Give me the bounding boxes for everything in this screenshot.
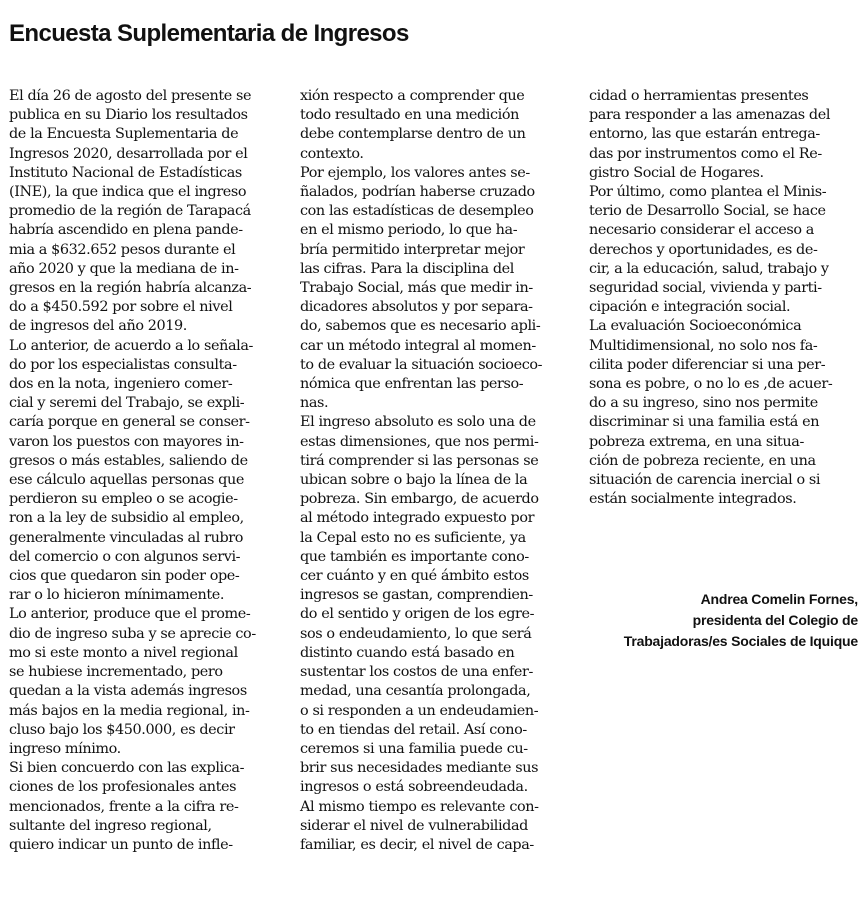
text-line: El día 26 de agosto del presente se <box>9 88 252 104</box>
text-line: debe contemplarse dentro de un <box>300 126 526 143</box>
text-line: la Cepal esto no es suficiente, ya <box>300 529 526 546</box>
text-line: quiero indicar un punto de infle- <box>9 836 233 853</box>
text-line: varon los puestos con mayores in- <box>9 433 244 450</box>
text-line: do, sabemos que es necesario apli- <box>300 318 541 335</box>
text-line: seguridad social, vivienda y parti- <box>589 280 822 297</box>
text-line: más bajos en la media regional, in- <box>9 702 250 719</box>
text-line: perdieron su empleo o se acogie- <box>9 491 238 508</box>
text-line: del comercio o con algunos servi- <box>9 548 241 565</box>
text-line: mencionados, frente a la cifra re- <box>9 798 239 815</box>
text-line: ese cálculo aquellas personas que <box>9 472 244 489</box>
text-line: en el mismo periodo, lo que ha- <box>300 222 518 239</box>
text-line: cluso bajo los $450.000, es decir <box>9 721 235 738</box>
text-line: do por los especialistas consulta- <box>9 356 237 373</box>
text-line: Lo anterior, de acuerdo a lo señala- <box>9 337 253 354</box>
text-line: to de evaluar la situación socioeco- <box>300 356 543 373</box>
text-line: publica en su Diario los resultados <box>9 107 248 124</box>
text-line: todo resultado en una medición <box>300 107 519 124</box>
text-line: ciones de los profesionales antes <box>9 779 237 796</box>
text-line: sultante del ingreso regional, <box>9 817 212 834</box>
text-line: nómica que enfrentan las perso- <box>300 376 524 393</box>
article-column-1 <box>9 87 281 855</box>
text-line: cer cuánto y en qué ámbito estos <box>300 568 529 585</box>
text-line: La evaluación Socioeconómica <box>589 318 802 335</box>
text-line: de la Encuesta Suplementaria de <box>9 126 239 143</box>
text-line: Por ejemplo, los valores antes se- <box>300 164 530 181</box>
text-line: ingresos o está sobreendeudada. <box>300 779 528 796</box>
text-line: do a $450.592 por sobre el nivel <box>9 299 233 316</box>
text-line: do a su ingreso, sino nos permite <box>589 395 818 412</box>
text-line: que también es importante cono- <box>300 548 529 565</box>
text-line: pobreza extrema, en una situa- <box>589 433 804 450</box>
text-line: Multidimensional, no solo nos fa- <box>589 337 818 354</box>
text-line: gresos o más estables, saliendo de <box>9 452 248 469</box>
text-line: to en tiendas del retail. Así cono- <box>300 721 527 738</box>
text-line: generalmente vinculadas al rubro <box>9 529 243 546</box>
text-line: car un método integral al momen- <box>300 337 536 354</box>
text-line: dos en la nota, ingeniero comer- <box>9 376 233 393</box>
text-line: habría ascendido en plena pande- <box>9 222 243 239</box>
text-line: Por último, como plantea el Minis- <box>589 184 827 201</box>
text-line: mo si este monto a nivel regional <box>9 644 238 661</box>
text-line: rar o lo hicieron mínimamente. <box>9 587 225 604</box>
text-line: cial y seremi del Trabajo, se expli- <box>9 395 245 412</box>
text-line: situación de carencia inercial o si <box>589 472 821 489</box>
text-line: contexto. <box>300 145 364 162</box>
text-line: para responder a las amenazas del <box>589 107 831 124</box>
text-line: medad, una cesantía prolongada, <box>300 683 531 700</box>
text-line: Lo anterior, produce que el prome- <box>9 606 251 623</box>
text-line: distinto cuando está basado en <box>300 644 515 661</box>
text-line: cilita poder diferenciar si una per- <box>589 356 826 373</box>
text-line: discriminar si una familia está en <box>589 414 820 431</box>
text-line: o si responden a un endeudamien- <box>300 702 539 719</box>
text-line: ingresos se gastan, comprendien- <box>300 587 533 604</box>
text-line: El ingreso absoluto es solo una de <box>300 414 536 431</box>
text-line: caría porque en general se conser- <box>9 414 250 431</box>
text-line: sona es pobre, o no lo es ,de acuer- <box>589 376 833 393</box>
text-line: quedan a la vista además ingresos <box>9 683 247 700</box>
text-line: Instituto Nacional de Estadísticas <box>9 164 242 181</box>
text-line: ingreso mínimo. <box>9 740 121 757</box>
text-line: bría permitido interpretar mejor <box>300 241 525 258</box>
author-role-line-1: presidenta del Colegio de <box>692 612 858 628</box>
text-line: Ingresos 2020, desarrollada por el <box>9 145 248 162</box>
text-line: promedio de la región de Tarapacá <box>9 203 251 220</box>
text-line: están socialmente integrados. <box>589 491 797 508</box>
text-line: Al mismo tiempo es relevante con- <box>300 798 539 815</box>
text-line: estas dimensiones, que nos permi- <box>300 433 539 450</box>
text-line: dicadores absolutos y por separa- <box>300 299 533 316</box>
text-line: ción de pobreza reciente, en una <box>589 452 816 469</box>
text-line: tirá comprender si las personas se <box>300 452 539 469</box>
text-line: mia a $632.652 pesos durante el <box>9 241 236 258</box>
text-line: familiar, es decir, el nivel de capa- <box>300 836 534 853</box>
text-line: nas. <box>300 395 329 412</box>
text-line: ceremos si una familia puede cu- <box>300 740 528 757</box>
text-line: ron a la ley de subsidio al empleo, <box>9 510 244 527</box>
text-line: sustentar los costos de una enfer- <box>300 664 533 681</box>
text-line: con las estadísticas de desempleo <box>300 203 534 220</box>
text-line: cios que quedaron sin poder ope- <box>9 568 240 585</box>
text-line: derechos y oportunidades, es de- <box>589 241 818 258</box>
article-column-3 <box>589 87 859 509</box>
text-line: pobreza. Sin embargo, de acuerdo <box>300 491 539 508</box>
text-line: de ingresos del año 2019. <box>9 318 187 335</box>
text-line: gistro Social de Hogares. <box>589 164 764 181</box>
text-line: do el sentido y origen de los egre- <box>300 606 535 623</box>
text-line: dio de ingreso suba y se aprecie co- <box>9 625 256 642</box>
text-line: terio de Desarrollo Social, se hace <box>589 203 826 220</box>
text-line: entorno, las que estarán entrega- <box>589 126 820 143</box>
text-line: ñalados, podrían haberse cruzado <box>300 184 535 201</box>
text-line: Si bien concuerdo con las explica- <box>9 760 245 777</box>
text-line: se hubiese incrementado, pero <box>9 664 223 681</box>
text-line: xión respecto a comprender que <box>300 88 525 104</box>
text-line: cir, a la educación, salud, trabajo y <box>589 260 829 277</box>
text-line: necesario considerar el acceso a <box>589 222 814 239</box>
text-line: (INE), la que indica que el ingreso <box>9 184 247 201</box>
text-line: cipación e integración social. <box>589 299 791 316</box>
text-line: siderar el nivel de vulnerabilidad <box>300 817 528 834</box>
text-line: cidad o herramientas presentes <box>589 88 809 104</box>
article-headline: Encuesta Suplementaria de Ingresos <box>9 20 409 47</box>
article-column-2 <box>300 87 568 855</box>
author-role-line-2: Trabajadoras/es Sociales de Iquique <box>623 633 858 649</box>
text-line: al método integrado expuesto por <box>300 510 535 527</box>
text-line: ubican sobre o bajo la línea de la <box>300 472 528 489</box>
text-line: sos o endeudamiento, lo que será <box>300 625 532 642</box>
text-line: Trabajo Social, más que medir in- <box>300 280 533 297</box>
text-line: brir sus necesidades mediante sus <box>300 760 539 777</box>
text-line: gresos en la región habría alcanza- <box>9 280 252 297</box>
author-name: Andrea Comelin Fornes, <box>700 591 858 607</box>
text-line: año 2020 y que la mediana de in- <box>9 260 239 277</box>
author-signature <box>624 589 858 652</box>
text-line: las cifras. Para la disciplina del <box>300 260 514 277</box>
text-line: das por instrumentos como el Re- <box>589 145 822 162</box>
